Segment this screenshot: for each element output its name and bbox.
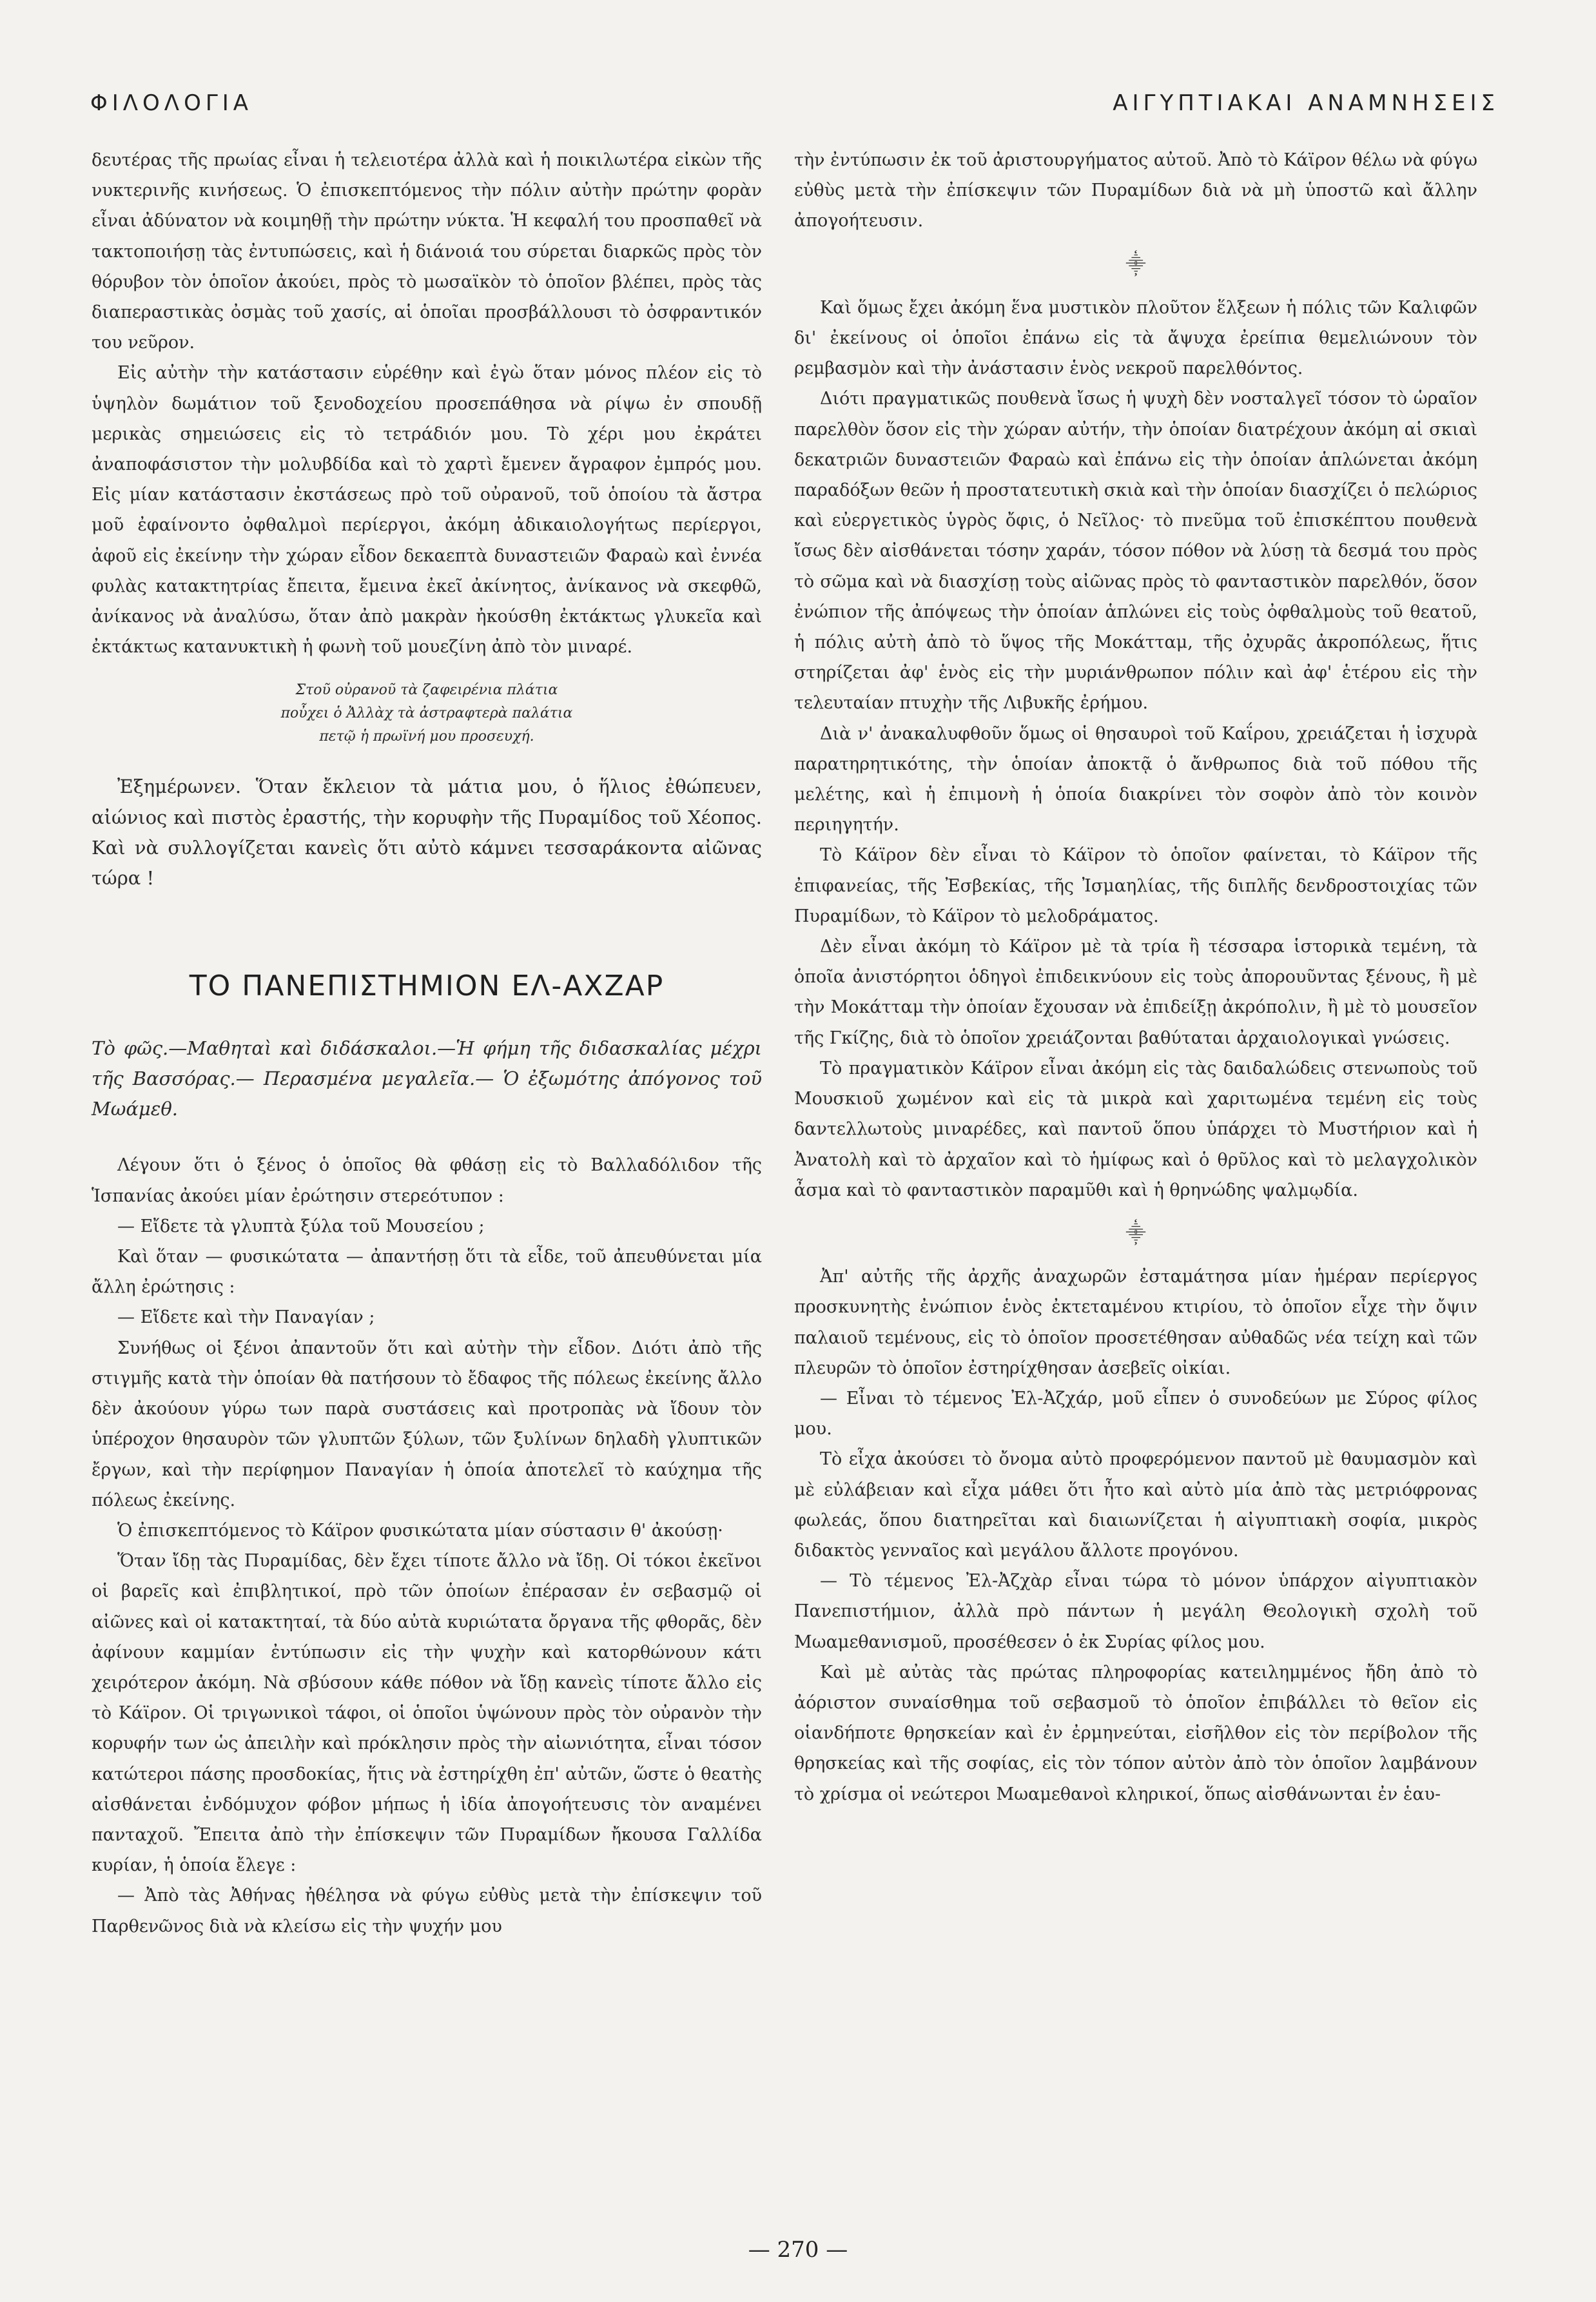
dialogue-line: — Εἴδετε τὰ γλυπτὰ ξύλα τοῦ Μουσείου ; <box>117 1216 485 1236</box>
dialogue-line: — Τὸ τέμενος Ἐλ-Ἀζχὰρ εἶναι τώρα τὸ μόνον ὑπάρχον αἰγυπτιακὸν Πανεπιστήμιον, ἀλλὰ πρὸ πάντων ἡ μεγάλη Θεολογικὴ σχολὴ τοῦ Μωαμεθανισμοῦ, προσέθεσεν ὁ ἐκ Συρίας φίλος μου. <box>794 1571 1477 1652</box>
paragraph: Ἐξημέρωνεν. Ὅταν ἔκλειον τὰ μάτια μου, ὁ ἥλιος ἐθώπευεν, αἰώνιος καὶ πιστὸς ἐραστής, τὴν κορυφὴν τῆς Πυραμίδος τοῦ Χέοπος. Καὶ νὰ συλλογίζεται κανεὶς ὅτι αὐτὸ κάμνει τεσσαράκοντα αἰῶνας τώρα ! <box>92 775 762 890</box>
paragraph: Διότι πραγματικῶς πουθενὰ ἴσως ἡ ψυχὴ δὲν νοσταλγεῖ τόσον τὸ ὡραῖον παρελθὸν ὅσον εἰς τὴν χώραν αὐτήν, τὴν ὁποίαν διατρέχουν ἀκόμη αἱ σκιαὶ δεκατριῶν δυναστειῶν Φαραὼ καὶ ἐπάνω εἰς τὴν ὁποίαν ἁπλώνεται ἀκόμη παραδόξων θεῶν ἡ προστατευτικὴ σκιὰ καὶ τὴν ὁποίαν διασχίζει ὁ πελώριος καὶ εὐεργετικὸς ὑγρὸς ὄφις, ὁ Νεῖλος· τὸ πνεῦμα τοῦ ἐπισκέπτου πουθενὰ ἴσως δὲν αἰσθάνεται τόσην χαράν, τόσον πόθον νὰ λύσῃ τὰ δεσμά του πρὸς τὸ σῶμα καὶ νὰ διασχίσῃ τοὺς αἰῶνας πρὸς τὸ φανταστικὸν παρελθόν, ὅσον ἐνώπιον τῆς ἀπόψεως τὴν ὁποίαν ἁπλώνει εἰς τοὺς ὀφθαλμοὺς τοῦ θεατοῦ, ἡ πόλις αὐτὴ ἀπὸ τὸ ὕψος τῆς Μοκάτταμ, τῆς ὀχυρᾶς ἀκροπόλεως, ἥτις στηρίζεται ἀφ' ἑνὸς εἰς τὴν μυριάνθρωπον πόλιν καὶ ἀφ' ἑτέρου εἰς τὴν τελευταίαν πτυχὴν τῆς Λιβυκῆς ἐρήμου. <box>794 389 1477 714</box>
paragraph: δευτέρας τῆς πρωίας εἶναι ἡ τελειοτέρα ἀλλὰ καὶ ἡ ποικιλωτέρα εἰκὼν τῆς νυκτερινῆς κινήσεως. Ὁ ἐπισκεπτόμενος τὴν πόλιν αὐτὴν πρώτην φορὰν εἶναι ἀδύνατον νὰ κοιμηθῇ τὴν πρώτην νύκτα. Ἡ κεφαλή του προσπαθεῖ νὰ τακτοποιήσῃ τὰς ἐντυπώσεις, καὶ ἡ διάνοιά του σύρεται διαρκῶς πρὸς τὸν θόρυβον τὸν ὁποῖον ἀκούει, πρὸς τὸ μωσαϊκὸν τὸ ὁποῖον βλέπει, πρὸς τὰς διαπεραστικὰς ὀσμὰς τοῦ χασίς, αἱ ὁποῖαι προσβάλλουσι τὸ ὀσφραντικόν του νεῦρον. <box>92 150 762 353</box>
ornament-divider: ⸎ <box>1125 1222 1146 1245</box>
dialogue-line: — Ἀπὸ τὰς Ἀθήνας ἠθέλησα νὰ φύγω εὐθὺς μετὰ τὴν ἐπίσκεψιν τοῦ Παρθενῶνος διὰ νὰ κλείσω εἰς τὴν ψυχήν μου <box>92 1886 762 1936</box>
page-number: — 270 — <box>748 2237 848 2263</box>
paragraph: Καὶ ὅμως ἔχει ἀκόμη ἕνα μυστικὸν πλοῦτον ἕλξεων ἡ πόλις τῶν Καλιφῶν δι' ἐκείνους οἱ ὁποῖοι ἐπάνω εἰς τὰ ἄψυχα ἐρείπια θεμελιώνουν τὸν ρεμβασμὸν καὶ τὴν ἀνάστασιν ἑνὸς νεκροῦ παρελθόντος. <box>794 297 1477 379</box>
section-title: ΤΟ ΠΑΝΕΠΙΣΤΗΜΙΟΝ ΕΛ-ΑΧΖΑΡ <box>189 970 665 1003</box>
ornament-divider: ⸎ <box>1125 253 1146 276</box>
poem-line: πετῷ ἡ πρωϊνή μου προσευχή. <box>319 728 534 745</box>
paragraph: Λέγουν ὅτι ὁ ξένος ὁ ὁποῖος θὰ φθάσῃ εἰς τὸ Βαλλαδόλιδον τῆς Ἱσπανίας ἀκούει μίαν ἐρώτησιν στερεότυπον : <box>92 1155 762 1206</box>
running-head-right: ΑΙΓΥΠΤΙΑΚΑΙ ΑΝΑΜΝΗΣΕΙΣ <box>1113 90 1499 116</box>
paragraph: Καὶ μὲ αὐτὰς τὰς πρώτας πληροφορίας κατειλημμένος ἤδη ἀπὸ τὸ ἀόριστον συναίσθημα τοῦ σεβασμοῦ τὸ ὁποῖον ἐπιβάλλει τὸ θεῖον εἰς οἱανδήποτε θρησκείαν καὶ ἐν ἐρμηνεύται, εἰσῆλθον εἰς τὸν περίβολον τῆς θρησκείας καὶ τῆς σοφίας, εἰς τὸν τόπον αὐτὸν ἀπὸ τὸν ὁποῖον λαμβάνουν τὸ χρίσμα οἱ νεώτεροι Μωαμεθανοὶ κληρικοί, ὅπως αἰσθάνωνται ἐν ἑαυ- <box>794 1662 1477 1804</box>
paragraph: Ὁ ἐπισκεπτόμενος τὸ Κάϊρον φυσικώτατα μίαν σύστασιν θ' ἀκούσῃ· <box>117 1520 723 1541</box>
paragraph: Τὸ εἶχα ἀκούσει τὸ ὄνομα αὐτὸ προφερόμενον παντοῦ μὲ θαυμασμὸν καὶ μὲ εὐλάβειαν καὶ εἶχα μάθει ὅτι ἦτο καὶ αὐτὸ μία ἀπὸ τὰς μετριόφρονας φωλεάς, ὅπου διατηρεῖται καὶ διαιωνίζεται ἡ αἰγυπτιακὴ σοφία, μικρὸς διδακτὸς γενναῖος καὶ μεγάλου ἄλλοτε προγόνου. <box>794 1449 1477 1561</box>
poem-line: Στοῦ οὐρανοῦ τὰ ζαφειρένια πλάτια <box>295 682 558 699</box>
right-column <box>794 145 1477 1809</box>
paragraph: Τὸ πραγματικὸν Κάϊρον εἶναι ἀκόμη εἰς τὰς δαιδαλώδεις στενωποὺς τοῦ Μουσκιοῦ χωμένον καὶ εἰς τὰ μικρὰ καὶ χαριτωμένα τεμένη εἰς τοὺς δαντελλωτοὺς μιναρέδες, καὶ παντοῦ ὅπου ὑπάρχει τὸ Μυστήριον καὶ ἡ Ἀνατολὴ καὶ τὸ ἀρχαῖον καὶ τὸ ἡμίφως καὶ ὁ θρῦλος καὶ τὸ μελαγχολικὸν ἆσμα καὶ τὸ φανταστικὸν παραμῦθι καὶ ἡ θρηνώδης ψαλμῳδία. <box>794 1058 1477 1200</box>
left-column <box>92 145 762 1942</box>
paragraph: Καὶ ὅταν — φυσικώτατα — ἀπαντήσῃ ὅτι τὰ εἶδε, τοῦ ἀπευθύνεται μία ἄλλη ἐρώτησις : <box>92 1247 762 1298</box>
poem-line: ποὖχει ὁ Ἀλλὰχ τὰ ἀστραφτερὰ παλάτια <box>280 705 573 722</box>
paragraph: τὴν ἐντύπωσιν ἐκ τοῦ ἀριστουργήματος αὐτοῦ. Ἀπὸ τὸ Κάϊρον θέλω νὰ φύγω εὐθὺς μετὰ τὴν ἐπίσκεψιν τῶν Πυραμίδων διὰ νὰ μὴ ὑποστῶ καὶ ἄλλην ἀπογοήτευσιν. <box>794 150 1477 231</box>
paragraph: Ὅταν ἴδῃ τὰς Πυραμίδας, δὲν ἔχει τίποτε ἄλλο νὰ ἴδῃ. Οἱ τόκοι ἐκεῖνοι οἱ βαρεῖς καὶ ἐπιβλητικοί, πρὸ τῶν ὁποίων ἐπέρασαν ἐν σεβασμῷ οἱ αἰῶνες καὶ οἱ κατακτηταί, τὰ δύο αὐτὰ κυριώτατα ὄργανα τῆς φθορᾶς, δὲν ἀφίνουν καμμίαν ἐντύπωσιν εἰς τὴν ψυχὴν καὶ κατορθώνουν κάτι χειρότερον ἀκόμη. Νὰ σβύσουν κάθε πόθον νὰ ἴδῃ κανεὶς τίποτε ἄλλο εἰς τὸ Κάϊρον. Οἱ τριγωνικοὶ τάφοι, οἱ ὁποῖοι ὑψώνουν πρὸς τὸν οὐρανὸν τὴν κορυφήν των ὡς ἀπειλὴν καὶ πρόκλησιν πρὸς τὴν αἰωνιότητα, εἶναι τόσον κατώτεροι πάσης προσδοκίας, ἥτις νὰ ἐστηρίχθη ἐπ' αὐτῶν, ὥστε ὁ θεατὴς αἰσθάνεται ἐνδόμυχον φόβον μήπως ἡ ἰδία ἀπογοήτευσις τὸν αναμένει πανταχοῦ. Ἔπειτα ἀπὸ τὴν ἐπίσκεψιν τῶν Πυραμίδων ἤκουσα Γαλλίδα κυρίαν, ἡ ὁποία ἔλεγε : <box>92 1551 762 1876</box>
paragraph: Συνήθως οἱ ξένοι ἀπαντοῦν ὅτι καὶ αὐτὴν τὴν εἶδον. Διότι ἀπὸ τῆς στιγμῆς κατὰ τὴν ὁποίαν θὰ πατήσουν τὸ ἔδαφος τῆς πόλεως ἐκείνης ἄλλο δὲν ἀκούουν γύρω των παρὰ συστάσεις καὶ προτροπὰς νὰ ἴδουν τὸν ὑπέροχον θησαυρὸν τῶν γλυπτῶν ξύλων, τῶν ξυλίνων δηλαδὴ γλυπτικῶν ἔργων, καὶ τὴν περίφημον Παναγίαν ἡ ὁποία ἀποτελεῖ τὸ καύχημα τῆς πόλεως ἐκείνης. <box>92 1338 762 1510</box>
section-subtitle: Τὸ φῶς.—Μαθηταὶ καὶ διδάσκαλοι.—Ἡ φήμη τῆς διδασκαλίας μέχρι τῆς Βασσόρας.— Περασμένα μεγαλεῖα.— Ὁ ἐξωμότης ἀπόγονος τοῦ Μωάμεθ. <box>92 1037 762 1120</box>
paragraph: Τὸ Κάϊρον δὲν εἶναι τὸ Κάϊρον τὸ ὁποῖον φαίνεται, τὸ Κάϊρον τῆς ἐπιφανείας, τῆς Ἐσβεκίας, τῆς Ἰσμαηλίας, τῆς διπλῆς δενδροστοιχίας τῶν Πυραμίδων, τὸ Κάϊρον τὸ μελοδράματος. <box>794 845 1477 926</box>
running-head-left: ΦΙΛΟΛΟΓΙΑ <box>90 90 253 116</box>
dialogue-line: — Εἶναι τὸ τέμενος Ἐλ-Ἀζχάρ, μοῦ εἶπεν ὁ συνοδεύων με Σύρος φίλος μου. <box>794 1388 1477 1439</box>
poem-quote <box>92 679 762 748</box>
paragraph: Δὲν εἶναι ἀκόμη τὸ Κάϊρον μὲ τὰ τρία ἢ τέσσαρα ἱστορικὰ τεμένη, τὰ ὁποῖα ἀνιστόρητοι ὁδηγοὶ ἐπιδεικνύουν εἰς τοὺς ἀπορουῦντας ξένους, ἢ μὲ τὴν Μοκάτταμ τὴν ὁποίαν ἔχουσαν νὰ ἐπιδείξῃ ἀκρόπολιν, ἢ μὲ τὸ μουσεῖον τῆς Γκίζης, διὰ τὸ ὁποῖον χρειάζονται βαθύταται ἀρχαιολογικαὶ γνώσεις. <box>794 937 1477 1048</box>
dialogue-line: — Εἴδετε καὶ τὴν Παναγίαν ; <box>117 1307 375 1328</box>
paragraph: Εἰς αὐτὴν τὴν κατάστασιν εὑρέθην καὶ ἐγὼ ὅταν μόνος πλέον εἰς τὸ ὑψηλὸν δωμάτιον τοῦ ξενοδοχείου προσεπάθησα νὰ ρίψω ἐν σπουδῇ μερικὰς σημειώσεις εἰς τὸ τετράδιόν μου. Τὸ χέρι μου ἐκράτει ἀναποφάσιστον τὴν μολυβδίδα καὶ τὸ χαρτὶ ἔμενεν ἄγραφον ἐμπρός μου. Εἰς μίαν κατάστασιν ἐκστάσεως πρὸ τοῦ οὐρανοῦ, τοῦ ὁποίου τὰ ἄστρα μοῦ ἐφαίνοντο ὀφθαλμοὶ περίεργοι, ἀκόμη ἀδικαιολογήτως περίεργοι, ἀφοῦ εἰς ἐκείνην τὴν χώραν εἶδον δεκαεπτὰ δυναστειῶν Φαραὼ καὶ ἐννέα φυλὰς κατακτητρίας ἔπειτα, ἔμεινα ἐκεῖ ἀκίνητος, ἀνίκανος νὰ σκεφθῶ, ἀνίκανος νὰ ἀναλύσω, ὅταν ἀπὸ μακρὰν ἠκούσθη ἐκτάκτως γλυκεῖα καὶ ἐκτάκτως κατανυκτικὴ ἡ φωνὴ τοῦ μουεζίνη ἀπὸ τὸν μιναρέ. <box>92 363 762 658</box>
paragraph: Ἀπ' αὐτῆς τῆς ἀρχῆς ἀναχωρῶν ἐσταμάτησα μίαν ἡμέραν περίεργος προσκυνητὴς ἐνώπιον ἑνὸς ἐκτεταμένου κτιρίου, τὸ ὁποῖον εἶχε τὴν ὄψιν παλαιοῦ τεμένους, εἰς τὸ ὁποῖον προσετέθησαν αὐθαδῶς νέα τείχη καὶ τῶν πλευρῶν τὸ ὁποῖον ἐστηρίχθησαν ἀσεβεῖς οἰκίαι. <box>794 1267 1477 1378</box>
paragraph: Διὰ ν' ἀνακαλυφθοῦν ὅμως οἱ θησαυροὶ τοῦ Καΐρου, χρειάζεται ἡ ἰσχυρὰ παρατηρητικότης, τὴν ὁποίαν ἀποκτᾷ ὁ ἄνθρωπος διὰ τοῦ πόθου τῆς μελέτης, καὶ ἡ ἐπιμονὴ ἡ ὁποία διακρίνει τὸν σοφὸν ἀπὸ τὸν κοινὸν περιηγητήν. <box>794 723 1477 835</box>
